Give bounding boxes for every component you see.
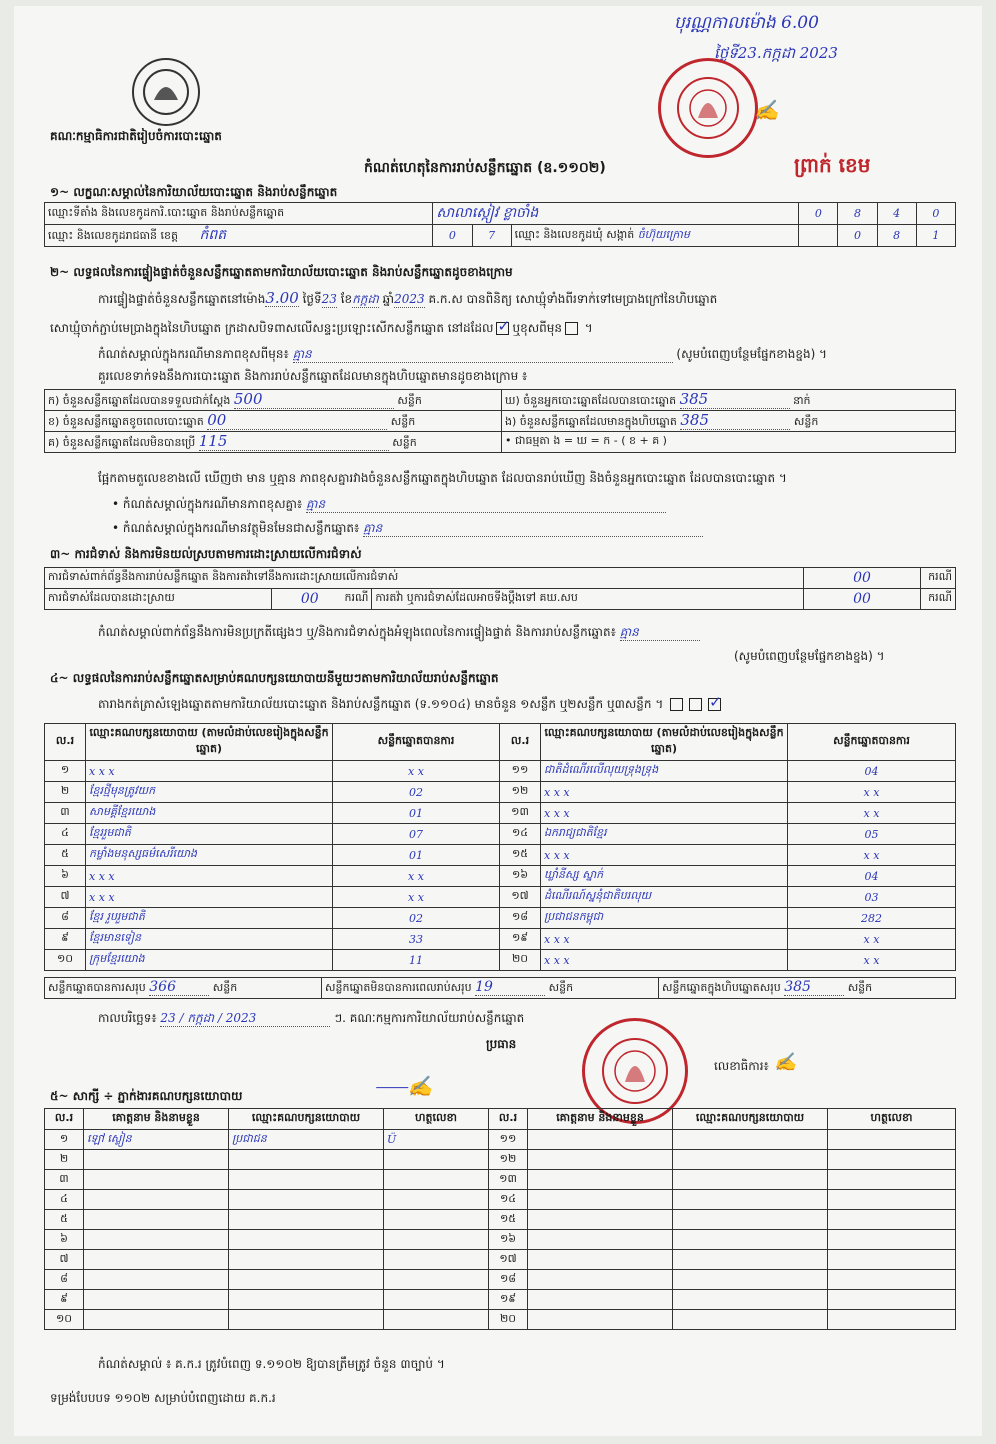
row-number: ១២ [500,782,541,803]
witness-name [84,1310,229,1330]
changed-checkbox[interactable] [565,322,578,335]
row-number: ១៦ [489,1230,528,1250]
witness-name: ឡៅ ស្លៀន [84,1130,229,1150]
party-name: ប្រជាជនកម្ពុជា [541,908,788,929]
party-name: x x x [541,803,788,824]
witness-row [45,1170,956,1190]
witness-party [229,1210,384,1230]
witness-signature[interactable] [828,1190,956,1210]
row-number: ២ [45,782,86,803]
irregularity-note: កំណត់សម្គាល់ពាក់ព័ន្ធនឹងការមិនប្រក្រតីផ្សេងៗ ឬ/និងការជំទាស់ក្នុងអំឡុងពេលនៃការផ្ទៀងផ្ទាត់ និងការរាប់សន្លឹកឆ្នោត៖ គ្មាន [98,624,958,641]
witness-party: ប្រជាជន [229,1130,384,1150]
handwritten-closing-time: បុរណ្ណកាលម៉ោង 6.00 [674,13,819,33]
witness-party [229,1290,384,1310]
party-votes: x x [333,761,500,782]
ballot-figures-table [44,389,956,453]
row-number: ១៨ [500,908,541,929]
witness-name[interactable] [528,1190,673,1210]
row-number: ១៣ [500,803,541,824]
voters-voted-row: ឃ) ចំនួនអ្នកបោះឆ្នោតដែលបានបោះឆ្នោត 385 នាក់ [502,390,956,411]
row-number: ១៧ [500,887,541,908]
row-number: ៨ [45,1270,84,1290]
party-votes: 33 [333,929,500,950]
appeal-value: 00 [804,589,921,610]
station-code-digit: 4 [877,203,916,225]
col-votes: សន្លឹកឆ្នោតបានការ [333,724,500,761]
verify-year: 2023 [394,292,425,306]
witness-signature[interactable] [828,1150,956,1170]
party-votes: x x [788,782,956,803]
secretary-signature: ✍ [774,1052,797,1073]
witness-name[interactable] [528,1310,673,1330]
total-in-box: សន្លឹកឆ្នោតក្នុងហិបឆ្នោតសរុប 385 សន្លឹក [659,978,956,999]
party-votes: 05 [788,824,956,845]
witness-name [84,1230,229,1250]
station-code-digit: 8 [838,203,877,225]
witness-signature[interactable] [828,1230,956,1250]
col-sign: ហត្ថលេខា [828,1109,956,1130]
party-votes: 02 [333,908,500,929]
totals-table [44,977,956,999]
row-number: ១៧ [489,1250,528,1270]
spoiled-ballots-row: ខ) ចំនួនសន្លឹកឆ្នោតខូចពេលបោះឆ្នោត 00 សន្លឹក [45,411,502,432]
province-code-digit: 0 [433,225,472,247]
row-number: ៣ [45,803,86,824]
party-name: ក្រុមខ្មែរយោង [86,950,333,971]
result-row [45,887,956,908]
col-no: ល.រ [45,724,86,761]
party-name: x x x [541,950,788,971]
witness-signature[interactable] [828,1130,956,1150]
commune-value: ចំហ៊ុយក្រោម [637,227,690,241]
witness-row [45,1250,956,1270]
party-name: កម្លាំងមនុស្សធម៌សេរីយោង [86,845,333,866]
witness-party [229,1230,384,1250]
row-number: ៧ [45,1250,84,1270]
section5-heading: ៥~ សាក្សី ÷ ភ្នាក់ងារគណបក្សនយោបាយ [50,1089,243,1103]
spoiled-ballots-value: 00 [207,411,387,430]
witness-party[interactable] [673,1250,828,1270]
witness-party [229,1150,384,1170]
witness-row [45,1150,956,1170]
station-name-label: ឈ្មោះទីតាំង និងលេខកូដការិ.បោះឆ្នោត និងរាប់សន្លឹកឆ្នោត [45,203,433,225]
row-number: ៦ [45,1230,84,1250]
irregularity-hint: (សូមបំពេញបន្ថែមផ្នែកខាងខ្នង) ។ [734,649,885,663]
province-code-digit: 7 [472,225,511,247]
foreign-object-note-value: គ្មាន [363,520,703,537]
row-number: ១១ [489,1130,528,1150]
complaints-unit: ករណី [921,568,956,589]
witness-party[interactable] [673,1130,828,1150]
station-table [44,202,956,247]
appeal-unit: ករណី [921,589,956,610]
row-number: ៩ [45,1290,84,1310]
witness-signature[interactable] [828,1170,956,1190]
ballots-in-box-row: ង) ចំនួនសន្លឹកឆ្នោតដែលមានក្នុងហិបឆ្នោត 385 សន្លឹក [502,411,956,432]
witness-name [84,1210,229,1230]
col-party: ឈ្មោះគណបក្សនយោបាយ [229,1109,384,1130]
witness-name [84,1150,229,1170]
party-name: x x x [86,761,333,782]
witness-signature [384,1290,489,1310]
result-row [45,950,956,971]
received-ballots-row: ក) ចំនួនសន្លឹកឆ្នោតដែលបានទទួលជាក់ស្តែង 500 សន្លឹក [45,390,502,411]
three-sheets-checkbox[interactable] [708,698,721,711]
party-name: ដំណើរណ៍ស្ននុំជាតិបរលុយ [541,887,788,908]
witness-row [45,1210,956,1230]
commune-code-digit: 8 [877,225,916,247]
nec-logo [132,58,200,126]
party-votes: x x [788,929,956,950]
appeal-label: ការតវ៉ា ឬការជំទាស់ដែលអាចទីងប្តឹងទៅ គឃ.សប [372,589,804,610]
row-number: ៤ [45,1190,84,1210]
voters-voted-value: 385 [680,390,790,409]
witness-signature[interactable] [828,1270,956,1290]
province-label: ឈ្មោះ និងលេខកូដរាជធានី ខេត្ត កំពត [45,225,433,247]
party-name: ឯករាជ្យជាតិខ្មែរ [541,824,788,845]
party-votes: x x [788,845,956,866]
witness-name[interactable] [528,1290,673,1310]
witness-name[interactable] [528,1130,673,1150]
commune-code-digit: 1 [916,225,955,247]
col-votes: សន្លឹកឆ្នោតបានការ [788,724,956,761]
row-number: ៤ [45,824,86,845]
witness-party [229,1250,384,1270]
result-row [45,866,956,887]
witness-signature [384,1150,489,1170]
party-votes: x x [788,950,956,971]
row-number: ១៤ [489,1190,528,1210]
row-number: ១៤ [500,824,541,845]
party-votes: 07 [333,824,500,845]
row-number: ១៥ [489,1210,528,1230]
witness-signature[interactable] [828,1210,956,1230]
ballots-in-box-value: 385 [680,411,790,430]
witness-party [229,1190,384,1210]
witness-signature [384,1210,489,1230]
doc-title: កំណត់ហេតុនៃការរាប់សន្លឹកឆ្នោត (ឧ.១១០២) [364,160,606,176]
row-number: ២០ [489,1310,528,1330]
row-number: ២០ [500,950,541,971]
witness-name[interactable] [528,1270,673,1290]
unchanged-checkbox[interactable] [496,322,509,335]
witness-row [45,1270,956,1290]
unused-ballots-row: គ) ចំនួនសន្លឹកឆ្នោតដែលមិនបានប្រើ 115 សន្លឹក [45,432,502,453]
verify-month: កក្កដា [352,292,379,306]
party-votes: 03 [788,887,956,908]
witness-name[interactable] [528,1150,673,1170]
total-in-box-value: 385 [784,979,844,996]
party-name: x x x [541,845,788,866]
total-valid-value: 366 [149,979,209,996]
section2-heading: ២~ លទ្ធផលនៃការផ្ទៀងផ្ទាត់ចំនួនសន្លឹកឆ្នោតតាមការិយាល័យបោះឆ្នោត និងរាប់សន្លឹកឆ្នោតដូចខាងក្រោម [50,265,513,279]
irregularity-note-value: គ្មាន [620,624,700,641]
row-number: ១១ [500,761,541,782]
row-number: ៥ [45,1210,84,1230]
witness-signature[interactable] [828,1290,956,1310]
formula: • ជាធម្មតា ង = ឃ = ក - ( ខ + គ ) [502,432,956,453]
witness-signature [384,1170,489,1190]
station-name-value: សាលាស្កៀវ ខ្លាចាំង [433,203,799,225]
row-number: ៥ [45,845,86,866]
col-party: ឈ្មោះគណបក្សនយោបាយ (តាមលំដាប់លេខរៀងក្នុងសន្លឹកឆ្នោត) [541,724,788,761]
verify-day: 23 [321,292,337,306]
commune-label: ឈ្មោះ និងលេខកូដឃុំ សង្កាត់ ចំហ៊ុយក្រោម [511,225,799,247]
witness-party[interactable] [673,1210,828,1230]
witness-signature[interactable] [828,1310,956,1330]
witness-name [84,1270,229,1290]
witness-party [229,1170,384,1190]
col-party: ឈ្មោះគណបក្សនយោបាយ [673,1109,828,1130]
station-code-digit: 0 [916,203,955,225]
province-value: កំពត [199,227,227,243]
party-name: ឃ្លាំនីស្ស ស្នាក់ [541,866,788,887]
handwritten-closing-date: ថ្ងៃទី23.កក្កដា 2023 [714,44,838,62]
witness-row [45,1230,956,1250]
party-name: ខ្មែរ រួបរួមជាតិ [86,908,333,929]
total-invalid: សន្លឹកឆ្នោតមិនបានការពេលរាប់សរុប 19 សន្លឹក [322,978,659,999]
party-name: x x x [541,929,788,950]
row-number: ១៨ [489,1270,528,1290]
signature-top: ✍ [754,98,779,122]
party-votes: 01 [333,845,500,866]
party-votes: 04 [788,761,956,782]
row-number: ៣ [45,1170,84,1190]
change-note-value: គ្មាន [293,346,673,363]
party-name: ខ្មែរថ្មីមុនត្រូវយក [86,782,333,803]
count-date: កាលបរិច្ឆេទ៖ 23 / កក្កដា / 2023 ៗ. គណៈកម្មការការិយាល័យរាប់សន្លឹកឆ្នោត [98,1011,525,1025]
party-name: x x x [86,866,333,887]
row-number: ១៩ [500,929,541,950]
station-code-digit: 0 [799,203,838,225]
col-name: គោត្តនាម និងនាមខ្លួន [84,1109,229,1130]
seal-check-line: សោឃ្មុំចាក់ភ្ជាប់មេប្រាងក្នុងនៃហិបឆ្នោត ក្រដាសបិទពាសលើសន្ទះប្រឡោះសើកសន្លឹកឆ្នោត នៅដដែល✓ ឬខុសពីមុន ។ [50,320,950,336]
form-page [14,6,982,1436]
col-party: ឈ្មោះគណបក្សនយោបាយ (តាមលំដាប់លេខរៀងក្នុងសន្លឹកឆ្នោត) [86,724,333,761]
col-name: គោត្តនាម និងនាមខ្លួន [528,1109,673,1130]
resolved-value: 00 ករណី [272,589,372,610]
witness-signature [384,1190,489,1210]
col-sign: ហត្ថលេខា [384,1109,489,1130]
form-footer: ទម្រង់បែបបទ ១១០២ សម្រាប់បំពេញដោយ គ.ក.រ [50,1391,276,1405]
col-no: ល.រ [45,1109,84,1130]
party-votes: x x [788,803,956,824]
verify-time: 3.00 [265,289,299,307]
witness-signature [384,1230,489,1250]
witness-party [229,1310,384,1330]
witness-party[interactable] [673,1170,828,1190]
party-results-table [44,723,956,971]
witness-name [84,1190,229,1210]
party-name: ខ្មែរមានទៀន [86,929,333,950]
difference-note-value: គ្មាន [306,496,666,513]
commission-name: គណៈកម្មាធិការជាតិរៀបចំការបោះឆ្នោត [50,129,222,143]
section4-heading: ៤~ លទ្ធផលនៃការរាប់សន្លឹកឆ្នោតសម្រាប់គណបក្សនយោបាយនីមួយៗតាមការិយាល័យរាប់សន្លឹកឆ្នោត [50,671,499,685]
witness-signature [384,1250,489,1270]
party-name: x x x [541,782,788,803]
row-number: ១ [45,761,86,782]
party-name: សាមគ្គីខ្មែរយោង [86,803,333,824]
witness-party[interactable] [673,1150,828,1170]
count-date-value: 23 / កក្កដា / 2023 [160,1010,330,1027]
row-number: ៦ [45,866,86,887]
commune-code-digit: 0 [838,225,877,247]
difference-note: • កំណត់សម្គាល់ក្នុងករណីមានភាពខុសគ្នា៖ គ្មាន [112,496,666,513]
row-number: ១០ [45,950,86,971]
official-seal-top [658,58,758,158]
chair-signature: ⸺✍ [374,1074,433,1098]
witness-signature: Ü [384,1130,489,1150]
party-votes: 02 [333,782,500,803]
foreign-object-note: • កំណត់សម្គាល់ក្នុងករណីមានវត្ថុមិនមែនជាសន្លឹកឆ្នោត៖ គ្មាន [112,520,703,537]
result-row [45,908,956,929]
secretary-label: លេខាធិការ៖ [714,1059,769,1073]
tally-sheet-count: តារាងកត់ត្រាសំឡេងឆ្នោតតាមការិយាល័យបោះឆ្នោត និងរាប់សន្លឹកឆ្នោត (ទ.១១០៤) មានចំនួន ១សន្លឹក ឬ២សន្លឹក ឬ៣សន្លឹក ។ ✓ [98,696,958,712]
witness-row [45,1310,956,1330]
result-row [45,761,956,782]
compare-line: ផ្អែកតាមតួលេខខាងលើ ឃើញថា មាន ឬគ្មាន ភាពខុសគ្នារវាងចំនួនសន្លឹកឆ្នោតក្នុងហិបឆ្នោត ដែលបានរាប់ឃើញ និងចំនួនអ្នកបោះឆ្នោត ដែលបានបោះឆ្នោត ។ [98,471,787,485]
witness-name [84,1290,229,1310]
witness-row [45,1130,956,1150]
complaints-value: 00 [804,568,921,589]
figures-intro: គួរលេខទាក់ទងនឹងការបោះឆ្នោត និងការរាប់សន្លឹកឆ្នោតដែលមានក្នុងហិបឆ្នោតមានដូចខាងក្រោម ៖ [98,369,528,383]
witness-table [44,1108,956,1330]
row-number: ១៦ [500,866,541,887]
party-name: ខ្មែររួមជាតិ [86,824,333,845]
section1-heading: ១~ លក្ខណៈសម្គាល់នៃការិយាល័យបោះឆ្នោត និងរាប់សន្លឹកឆ្នោត [50,185,338,199]
party-name: x x x [86,887,333,908]
section3-heading: ៣~ ការជំទាស់ និងការមិនយល់ស្របតាមការដោះស្រាយលើការជំទាស់ [50,547,362,561]
witness-party[interactable] [673,1270,828,1290]
witness-name [84,1170,229,1190]
col-no: ល.រ [500,724,541,761]
party-votes: 04 [788,866,956,887]
row-number: ៨ [45,908,86,929]
witness-name[interactable] [528,1210,673,1230]
complaints-label: ការជំទាស់ពាក់ព័ន្ធនឹងការរាប់សន្លឹកឆ្នោត និងការតវ៉ាទៅនឹងការដោះស្រាយលើការជំទាស់ [45,568,804,589]
received-ballots-value: 500 [234,390,394,409]
party-name: ជាតិដំណើរលើលុយទ្រុងទ្រុង [541,761,788,782]
witness-party[interactable] [673,1290,828,1310]
witness-name [84,1250,229,1270]
unused-ballots-value: 115 [199,432,389,451]
party-votes: x x [333,887,500,908]
row-number: ១២ [489,1150,528,1170]
col-no: ល.រ [489,1109,528,1130]
witness-name[interactable] [528,1250,673,1270]
total-invalid-value: 19 [475,979,545,996]
complaints-table [44,567,956,610]
footnote: កំណត់សម្គាល់ ៖ គ.ក.រ ត្រូវបំពេញ ទ.១១០២ ឱ្យបានត្រឹមត្រូវ ចំនួន ៣ច្បាប់ ។ [98,1357,445,1371]
party-votes: 11 [333,950,500,971]
party-votes: 282 [788,908,956,929]
witness-signature [384,1310,489,1330]
verification-line: ការផ្ទៀងផ្ទាត់ចំនួនសន្លឹកឆ្នោតនៅម៉ោង3.00 ថ្ងៃទី23 ខែកក្កដា ឆ្នាំ2023 គ.ក.ស បានពិនិត្យ សោឃ្មុំទាំងពីរទាក់ទៅមេប្រាងក្រៅនៃហិបឆ្នោត [98,289,718,307]
witness-row [45,1190,956,1210]
row-number: ១០ [45,1310,84,1330]
total-valid: សន្លឹកឆ្នោតបានការសរុប 366 សន្លឹក [45,978,322,999]
row-number: ១៥ [500,845,541,866]
witness-name[interactable] [528,1230,673,1250]
witness-party[interactable] [673,1310,828,1330]
witness-signature[interactable] [828,1250,956,1270]
result-row [45,782,956,803]
party-votes: x x [333,866,500,887]
row-number: ២ [45,1150,84,1170]
change-note: កំណត់សម្គាល់ក្នុងករណីមានភាពខុសពីមុន៖ គ្មាន (សូមបំពេញបន្ថែមផ្នែកខាងខ្នង) ។ [98,347,827,361]
witness-party [229,1270,384,1290]
witness-row [45,1290,956,1310]
result-row [45,845,956,866]
row-number: ១ [45,1130,84,1150]
row-number: ១៩ [489,1290,528,1310]
witness-party[interactable] [673,1190,828,1210]
chair-label: ប្រធាន [486,1037,517,1051]
result-row [45,803,956,824]
result-row [45,929,956,950]
witness-signature [384,1270,489,1290]
stamp-label: ព្រាក់ ខេម [794,153,871,177]
row-number: ១៣ [489,1170,528,1190]
witness-name[interactable] [528,1170,673,1190]
result-row [45,824,956,845]
row-number: ៩ [45,929,86,950]
party-votes: 01 [333,803,500,824]
witness-party[interactable] [673,1230,828,1250]
resolved-label: ការជំទាស់ដែលបានដោះស្រាយ [45,589,272,610]
row-number: ៧ [45,887,86,908]
